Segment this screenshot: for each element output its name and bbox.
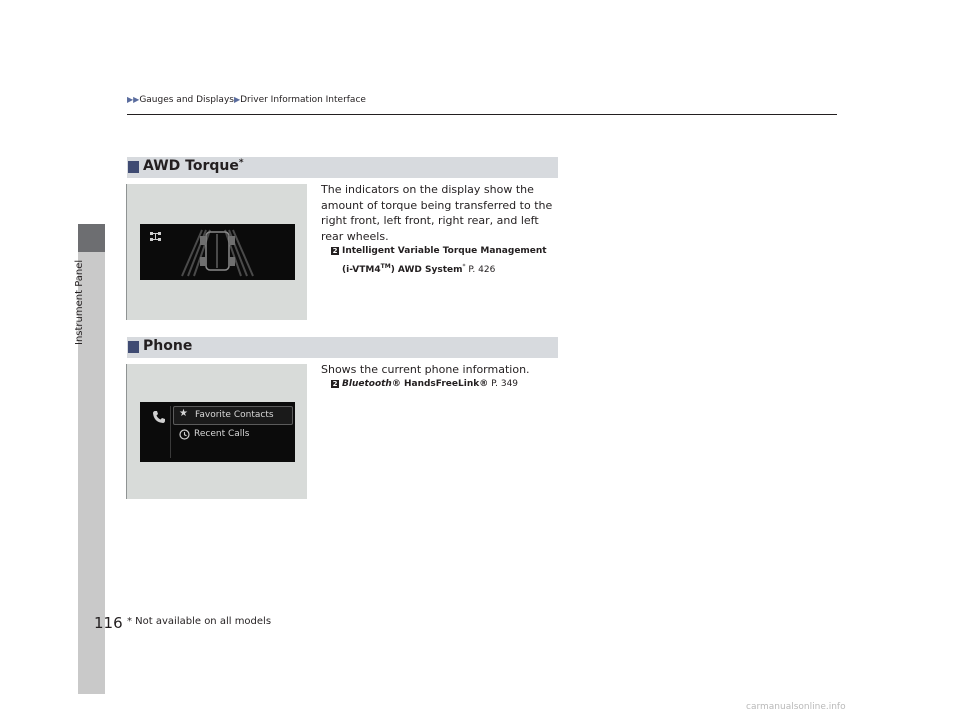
menu-item-label: Favorite Contacts bbox=[195, 410, 274, 420]
recent-calls-row[interactable] bbox=[173, 426, 291, 443]
awd-torque-graphic bbox=[140, 224, 295, 280]
header-rule bbox=[127, 114, 837, 115]
chapter-label: Instrument Panel bbox=[74, 259, 85, 345]
awd-description: The indicators on the display show the amount of torque being transferred to the right front, left front, right rear, and left rear wheels. bbox=[321, 183, 553, 243]
arrow-box-icon: 2 bbox=[332, 247, 338, 255]
awd-mode-icon bbox=[150, 232, 161, 241]
triangle-right-icon: ▶ bbox=[233, 95, 241, 104]
phone-screen bbox=[140, 402, 295, 462]
favorite-contacts-row[interactable] bbox=[173, 406, 293, 425]
breadcrumb-item[interactable]: Gauges and Displays bbox=[139, 95, 234, 105]
page-number: 116 bbox=[94, 614, 123, 632]
phone-icon bbox=[152, 410, 166, 424]
watermark[interactable]: carmanualsonline.info bbox=[746, 702, 846, 712]
clock-history-icon bbox=[179, 429, 190, 440]
phone-description: Shows the current phone information. bbox=[321, 363, 530, 376]
footnote: * Not available on all models bbox=[127, 616, 272, 627]
sidebar-tab bbox=[78, 224, 105, 252]
breadcrumb-item[interactable]: Driver Information Interface bbox=[240, 95, 366, 105]
awd-screen bbox=[140, 224, 295, 280]
xref-awd-system[interactable]: 2 Intelligent Variable Torque Management (i-VTM4™) AWD System* P. 426 bbox=[332, 246, 547, 275]
section-heading-awd-torque bbox=[127, 157, 558, 178]
star-icon: ★ bbox=[179, 408, 188, 419]
phone-display-illustration bbox=[126, 364, 307, 499]
section-title: Phone bbox=[143, 338, 193, 354]
square-bullet-icon bbox=[128, 341, 139, 353]
arrow-box-icon: 2 bbox=[332, 380, 338, 388]
not-available-mark: * bbox=[238, 158, 244, 168]
section-heading-phone bbox=[127, 337, 558, 358]
menu-item-label: Recent Calls bbox=[194, 429, 250, 439]
xref-handsfreelink[interactable]: 2 Bluetooth® HandsFreeLink® P. 349 bbox=[332, 379, 519, 389]
section-title: AWD Torque bbox=[143, 158, 239, 174]
breadcrumb bbox=[127, 95, 366, 105]
square-bullet-icon bbox=[128, 161, 139, 173]
triangle-right-icon: ▶▶ bbox=[127, 95, 140, 104]
awd-display-illustration bbox=[126, 184, 307, 320]
